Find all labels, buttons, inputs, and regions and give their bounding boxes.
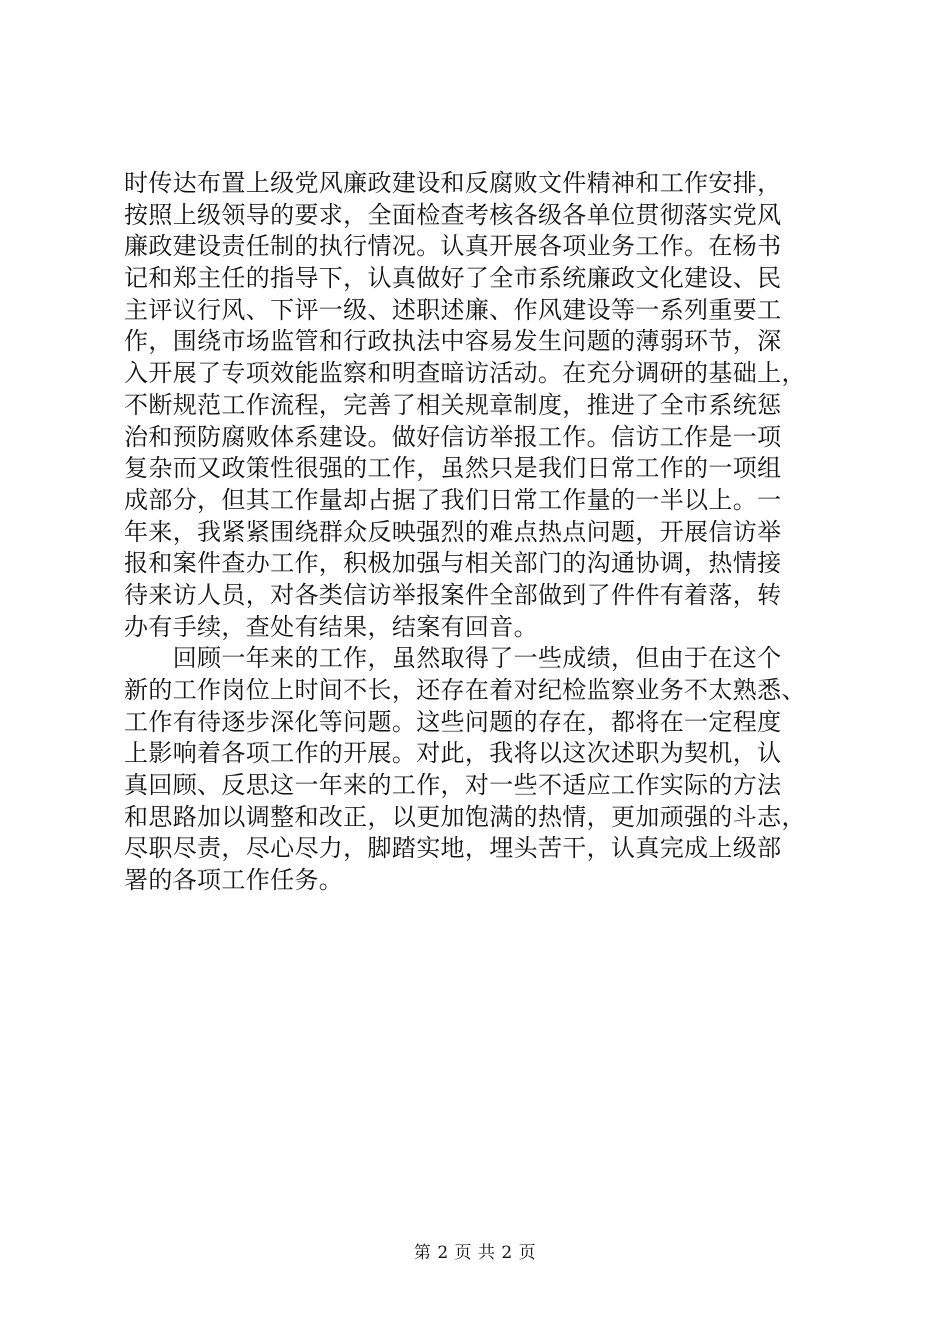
text-line: 入开展了专项效能监察和明查暗访活动。在充分调研的基础上， <box>124 359 806 388</box>
text-line: 不断规范工作流程，完善了相关规章制度，推进了全市系统惩 <box>124 390 782 419</box>
text-line: 治和预防腐败体系建设。做好信访举报工作。信访工作是一项 <box>124 422 782 451</box>
text-line: 记和郑主任的指导下，认真做好了全市系统廉政文化建设、民 <box>124 264 782 293</box>
text-line: 复杂而又政策性很强的工作，虽然只是我们日常工作的一项组 <box>124 454 782 483</box>
text-line: 作，围绕市场监管和行政执法中容易发生问题的薄弱环节，深 <box>124 327 782 356</box>
text-line: 年来，我紧紧围绕群众反映强烈的难点热点问题，开展信访举 <box>124 517 782 546</box>
text-line: 尽职尽责，尽心尽力，脚踏实地，埋头苦干，认真完成上级部 <box>124 834 782 863</box>
text-line: 办有手续，查处有结果，结案有回音。 <box>124 612 538 641</box>
text-line: 上影响着各项工作的开展。对此，我将以这次述职为契机，认 <box>124 739 782 768</box>
text-line: 廉政建设责任制的执行情况。认真开展各项业务工作。在杨书 <box>124 232 782 261</box>
text-line: 工作有待逐步深化等问题。这些问题的存在，都将在一定程度 <box>124 707 782 736</box>
text-line: 新的工作岗位上时间不长，还存在着对纪检监察业务不太熟悉、 <box>124 676 806 704</box>
text-line: 和思路加以调整和改正，以更加饱满的热情，更加顽强的斗志， <box>124 802 806 831</box>
paragraph-start-line: 回顾一年来的工作，虽然取得了一些成绩，但由于在这个 <box>124 644 782 673</box>
text-line: 按照上级领导的要求，全面检查考核各级各单位贯彻落实党风 <box>124 200 782 229</box>
body-text <box>124 168 854 897</box>
text-line: 主评议行风、下评一级、述职述廉、作风建设等一系列重要工 <box>124 295 782 324</box>
text-line: 成部分，但其工作量却占据了我们日常工作量的一半以上。一 <box>124 485 782 514</box>
text-line: 真回顾、反思这一年来的工作，对一些不适应工作实际的方法 <box>124 771 782 800</box>
text-line: 时传达布置上级党风廉政建设和反腐败文件精神和工作安排， <box>124 169 782 197</box>
text-line: 署的各项工作任务。 <box>124 866 344 895</box>
text-line: 报和案件查办工作，积极加强与相关部门的沟通协调，热情接 <box>124 549 782 578</box>
text-line: 待来访人员，对各类信访举报案件全部做到了件件有着落，转 <box>124 580 782 609</box>
page-number-footer: 第 2 页 共 2 页 <box>413 1243 537 1263</box>
